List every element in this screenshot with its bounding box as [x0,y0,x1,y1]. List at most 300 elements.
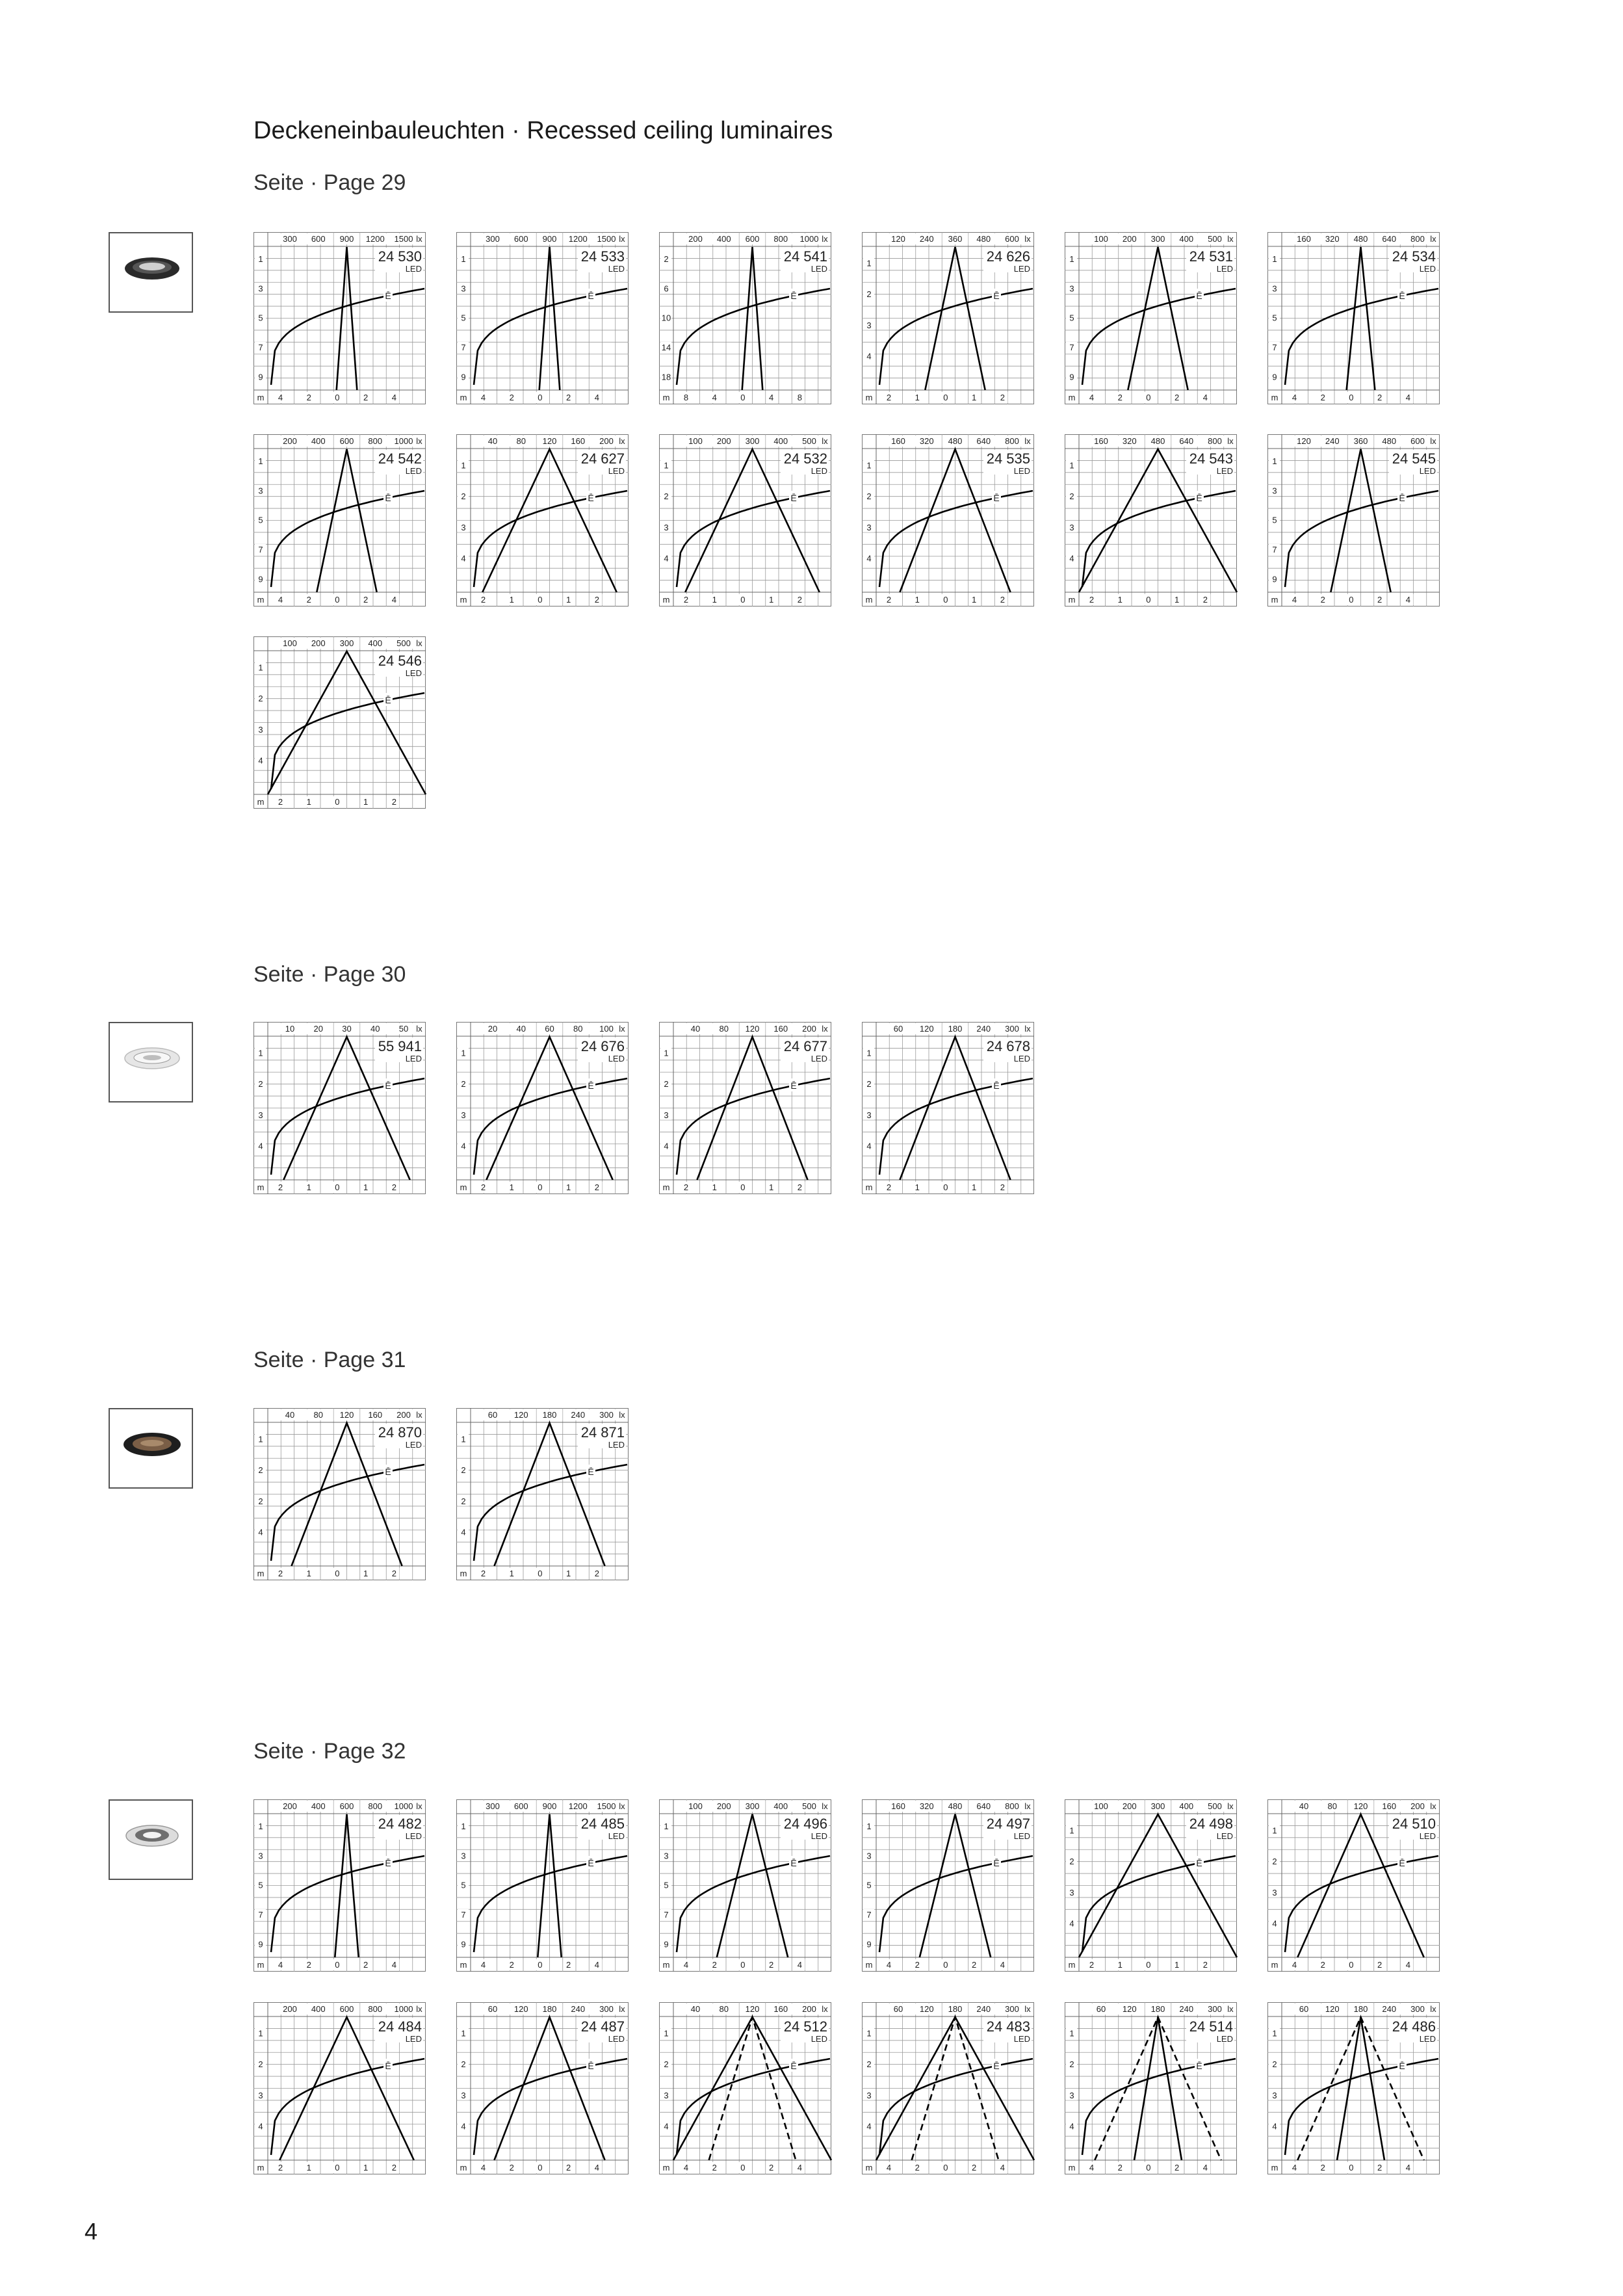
light-distribution-diagram [1065,232,1237,404]
product-number: 24 546 [378,653,422,669]
lux-tick-label: 160 [773,1024,788,1034]
lux-tick-label: 80 [1327,1801,1337,1811]
lux-tick-label: 40 [370,1024,380,1034]
lux-tick-label: 400 [1179,234,1194,244]
lux-tick-label: 180 [542,1410,557,1420]
width-tick-label: 4 [278,393,283,402]
light-distribution-chart [659,232,831,404]
width-tick-label: 4 [1405,595,1411,605]
width-tick-label: 0 [943,1182,948,1192]
width-tick-label: 2 [886,393,892,402]
lamp-type: LED [811,1054,827,1063]
distance-tick-label: 9 [1069,372,1074,382]
page-number: 4 [84,2218,98,2245]
lux-tick-label: 300 [1005,2004,1019,2014]
distance-tick-label: 3 [1069,2090,1074,2100]
lux-tick-label: 180 [948,2004,963,2014]
illuminance-label: Ē [993,291,1000,301]
meter-unit-label: m [460,1182,467,1192]
light-distribution-chart [862,434,1034,607]
distance-tick-label: 2 [866,289,872,300]
lux-tick-label: 200 [716,436,731,446]
distance-tick-label: 7 [258,545,263,555]
lamp-type: LED [1216,2034,1233,2044]
width-tick-label: 4 [1405,2163,1411,2172]
lux-tick-label: 800 [1005,436,1019,446]
lux-tick-label: 200 [283,436,297,446]
width-tick-label: 4 [683,2163,689,2172]
width-tick-label: 4 [769,393,774,402]
light-distribution-diagram [253,2002,426,2174]
lux-tick-label: 1000 [799,234,819,244]
lux-tick-label: 600 [1410,436,1425,446]
light-distribution-chart [456,1408,629,1580]
width-tick-label: 2 [1175,2163,1180,2172]
width-tick-label: 4 [594,2163,600,2172]
width-tick-label: 4 [1292,595,1297,605]
width-tick-label: 0 [943,1960,948,1970]
lux-tick-label: 300 [283,234,297,244]
width-tick-label: 2 [972,1960,977,1970]
lux-tick-label: 600 [1005,234,1019,244]
width-tick-label: 2 [1089,1960,1095,1970]
product-number: 24 530 [378,248,422,265]
lamp-type: LED [405,1054,422,1063]
meter-unit-label: m [865,1182,873,1192]
lux-tick-label: 60 [1096,2004,1106,2014]
width-tick-label: 2 [797,595,803,605]
width-tick-label: 2 [391,1569,397,1578]
width-tick-label: 2 [797,1182,803,1192]
lamp-type: LED [608,466,625,476]
width-tick-label: 2 [509,1960,514,1970]
distance-tick-label: 2 [664,491,669,502]
product-number: 24 487 [580,2018,625,2035]
distance-tick-label: 9 [1272,574,1277,584]
distance-tick-label: 5 [461,1880,466,1890]
width-tick-label: 2 [1320,393,1325,402]
lux-tick-label: 120 [1122,2004,1137,2014]
lux-unit-label: lx [619,436,625,446]
distance-tick-label: 7 [258,343,263,353]
illuminance-label: Ē [385,493,391,503]
width-tick-label: 1 [306,797,311,807]
distance-tick-label: 2 [664,2059,669,2070]
lux-tick-label: 180 [948,1024,963,1034]
lux-tick-label: 120 [745,1024,760,1034]
width-tick-label: 2 [363,393,369,402]
meter-unit-label: m [257,1960,265,1970]
width-tick-label: 2 [1377,2163,1383,2172]
width-tick-label: 8 [683,393,689,402]
lux-tick-label: 240 [976,1024,991,1034]
width-tick-label: 2 [594,1569,600,1578]
light-distribution-diagram [253,1408,426,1580]
distance-tick-label: 1 [258,1434,263,1444]
width-tick-label: 0 [943,595,948,605]
lux-tick-label: 500 [802,436,816,446]
lux-tick-label: 180 [1353,2004,1368,2014]
width-tick-label: 1 [566,595,571,605]
distance-tick-label: 2 [1069,491,1074,502]
width-tick-label: 1 [306,2163,311,2172]
illuminance-label: Ē [1399,2061,1405,2071]
lux-unit-label: lx [416,638,422,648]
meter-unit-label: m [460,393,467,402]
lux-tick-label: 1500 [597,1801,616,1811]
width-tick-label: 4 [886,1960,892,1970]
distance-tick-label: 10 [661,313,671,323]
lux-unit-label: lx [1024,234,1031,244]
lamp-type: LED [1013,466,1030,476]
distance-tick-label: 7 [866,1910,872,1920]
distance-tick-label: 18 [661,372,671,382]
recessed-downlight-bronze-thumbnail [109,1408,193,1489]
distance-tick-label: 7 [1272,343,1277,353]
distance-tick-label: 4 [258,2121,263,2132]
meter-unit-label: m [865,595,873,605]
distance-tick-label: 2 [1272,2059,1277,2070]
illuminance-label: Ē [1196,1858,1202,1868]
width-tick-label: 2 [278,797,283,807]
lux-tick-label: 80 [719,2004,729,2014]
product-number: 24 677 [783,1038,827,1054]
lux-unit-label: lx [619,234,625,244]
meter-unit-label: m [1068,2163,1076,2172]
distance-tick-label: 1 [258,1821,263,1832]
illuminance-label: Ē [385,695,391,705]
lux-tick-label: 180 [1150,2004,1165,2014]
lux-tick-label: 120 [513,2004,528,2014]
width-tick-label: 4 [1089,393,1095,402]
lux-tick-label: 240 [571,2004,586,2014]
width-tick-label: 1 [769,1182,774,1192]
meter-unit-label: m [257,2163,265,2172]
distance-tick-label: 4 [461,1527,466,1537]
illuminance-label: Ē [790,493,797,503]
distance-tick-label: 2 [258,1465,263,1476]
lamp-type: LED [811,264,827,274]
distance-tick-label: 1 [1069,1825,1074,1836]
product-number: 24 482 [378,1816,422,1832]
distance-tick-label: 2 [1272,1857,1277,1867]
width-tick-label: 4 [391,1960,397,1970]
distance-tick-label: 1 [866,2028,872,2039]
distance-tick-label: 1 [1069,2028,1074,2039]
lux-tick-label: 1500 [597,234,616,244]
illuminance-label: Ē [993,493,1000,503]
illuminance-label: Ē [1399,291,1405,301]
distance-tick-label: 3 [1272,486,1277,496]
distance-tick-label: 1 [664,1048,669,1058]
lux-tick-label: 800 [368,436,383,446]
width-tick-label: 2 [886,1182,892,1192]
lux-unit-label: lx [1227,1801,1234,1811]
lamp-type: LED [405,264,422,274]
width-tick-label: 4 [1405,1960,1411,1970]
width-tick-label: 2 [712,1960,717,1970]
distance-tick-label: 5 [461,313,466,323]
illuminance-label: Ē [588,291,594,301]
width-tick-label: 4 [278,1960,283,1970]
lux-tick-label: 300 [1208,2004,1222,2014]
lux-unit-label: lx [1430,1801,1436,1811]
lux-unit-label: lx [822,234,828,244]
light-distribution-chart [456,2002,629,2174]
width-tick-label: 1 [363,2163,369,2172]
light-distribution-diagram [1267,1799,1440,1972]
distance-tick-label: 7 [461,1910,466,1920]
meter-unit-label: m [1271,393,1279,402]
lux-tick-label: 50 [398,1024,409,1034]
meter-unit-label: m [257,595,265,605]
lux-tick-label: 160 [368,1410,383,1420]
width-tick-label: 2 [683,1182,689,1192]
distance-tick-label: 4 [1272,2121,1277,2132]
lux-tick-label: 400 [1179,1801,1194,1811]
lux-unit-label: lx [1227,2004,1234,2014]
product-number: 24 484 [378,2018,422,2035]
light-distribution-chart [862,232,1034,404]
width-tick-label: 2 [480,1182,486,1192]
distance-tick-label: 7 [258,1910,263,1920]
light-distribution-chart [253,1799,426,1972]
light-distribution-chart [253,2002,426,2174]
lux-unit-label: lx [416,1024,422,1034]
lux-tick-label: 120 [1297,436,1311,446]
distance-tick-label: 2 [258,1079,263,1089]
width-tick-label: 2 [1117,2163,1123,2172]
lux-tick-label: 100 [599,1024,614,1034]
light-distribution-diagram [659,1022,831,1194]
width-tick-label: 2 [769,2163,774,2172]
illuminance-label: Ē [1196,493,1202,503]
width-tick-label: 2 [1377,1960,1383,1970]
distance-tick-label: 3 [461,522,466,532]
product-number: 24 498 [1189,1816,1233,1832]
product-number: 24 514 [1189,2018,1233,2035]
lamp-type: LED [405,2034,422,2044]
distance-tick-label: 1 [461,254,466,265]
width-tick-label: 4 [797,2163,803,2172]
lux-tick-label: 320 [1122,436,1137,446]
width-tick-label: 2 [972,2163,977,2172]
illuminance-label: Ē [1399,1858,1405,1868]
width-tick-label: 4 [594,1960,600,1970]
light-distribution-diagram [253,232,426,404]
distance-tick-label: 5 [1069,313,1074,323]
lux-tick-label: 400 [311,2004,326,2014]
lux-tick-label: 1000 [394,1801,413,1811]
width-tick-label: 0 [538,1182,543,1192]
lux-unit-label: lx [619,1801,625,1811]
illuminance-label: Ē [385,2061,391,2071]
light-distribution-chart [862,2002,1034,2174]
distance-tick-label: 4 [866,2121,872,2132]
width-tick-label: 1 [972,1182,977,1192]
width-tick-label: 1 [509,595,514,605]
lux-tick-label: 160 [773,2004,788,2014]
illuminance-label: Ē [588,2061,594,2071]
lamp-type: LED [608,2034,625,2044]
distance-tick-label: 4 [1069,2121,1074,2132]
width-tick-label: 2 [1089,595,1095,605]
width-tick-label: 0 [1349,393,1354,402]
lux-tick-label: 40 [690,1024,701,1034]
lux-tick-label: 300 [1150,234,1165,244]
light-distribution-diagram [253,1022,426,1194]
meter-unit-label: m [460,595,467,605]
lux-tick-label: 240 [976,2004,991,2014]
distance-tick-label: 3 [258,486,263,496]
illuminance-label: Ē [588,493,594,503]
width-tick-label: 1 [972,393,977,402]
lamp-type: LED [811,466,827,476]
width-tick-label: 2 [566,393,571,402]
light-distribution-diagram [862,1799,1034,1972]
light-distribution-chart [659,434,831,607]
lux-tick-label: 300 [486,1801,500,1811]
width-tick-label: 2 [363,595,369,605]
width-tick-label: 2 [1377,393,1383,402]
distance-tick-label: 2 [461,491,466,502]
lux-tick-label: 100 [1094,234,1108,244]
width-tick-label: 0 [538,2163,543,2172]
product-number: 24 542 [378,450,422,467]
lux-tick-label: 600 [311,234,326,244]
width-tick-label: 1 [1175,1960,1180,1970]
meter-unit-label: m [662,1182,670,1192]
width-tick-label: 4 [480,1960,486,1970]
distance-tick-label: 1 [866,1048,872,1058]
width-tick-label: 0 [335,1960,340,1970]
lux-tick-label: 1000 [394,2004,413,2014]
lamp-type: LED [1419,264,1436,274]
lux-tick-label: 1500 [394,234,413,244]
width-tick-label: 0 [1146,595,1151,605]
light-distribution-diagram [1065,1799,1237,1972]
width-tick-label: 2 [391,1182,397,1192]
distance-tick-label: 3 [866,2090,872,2100]
light-distribution-chart [1267,232,1440,404]
light-distribution-chart [253,636,426,809]
lux-unit-label: lx [416,234,422,244]
illuminance-label: Ē [385,1080,391,1091]
distance-tick-label: 3 [664,522,669,532]
distance-tick-label: 5 [664,1880,669,1890]
width-tick-label: 1 [363,797,369,807]
lux-tick-label: 800 [1410,234,1425,244]
distance-tick-label: 1 [258,254,263,265]
lux-unit-label: lx [619,2004,625,2014]
light-distribution-diagram [659,232,831,404]
lux-tick-label: 240 [571,1410,586,1420]
product-number: 24 533 [580,248,625,265]
meter-unit-label: m [460,1960,467,1970]
distance-tick-label: 3 [664,1851,669,1861]
lux-tick-label: 120 [513,1410,528,1420]
light-distribution-diagram [862,1022,1034,1194]
distance-tick-label: 1 [1272,1825,1277,1836]
distance-tick-label: 3 [866,522,872,532]
lux-tick-label: 400 [716,234,731,244]
distance-tick-label: 2 [461,2059,466,2070]
light-distribution-diagram [456,232,629,404]
meter-unit-label: m [257,1569,265,1578]
illuminance-label: Ē [993,2061,1000,2071]
light-distribution-diagram [456,1022,629,1194]
lux-tick-label: 320 [919,1801,934,1811]
product-number: 24 483 [986,2018,1030,2035]
lux-tick-label: 1200 [568,234,588,244]
distance-tick-label: 3 [461,1110,466,1120]
lux-tick-label: 400 [311,1801,326,1811]
light-distribution-diagram [1267,434,1440,607]
distance-tick-label: 9 [258,1939,263,1950]
light-distribution-chart [1267,1799,1440,1972]
distance-tick-label: 1 [866,460,872,471]
distance-tick-label: 1 [1069,460,1074,471]
lux-tick-label: 900 [542,1801,557,1811]
distance-tick-label: 2 [866,1079,872,1089]
width-tick-label: 8 [797,393,803,402]
distance-tick-label: 4 [866,1141,872,1151]
lux-tick-label: 300 [486,234,500,244]
distance-tick-label: 1 [664,1821,669,1832]
lux-tick-label: 640 [976,436,991,446]
width-tick-label: 4 [391,393,397,402]
distance-tick-label: 1 [461,1821,466,1832]
lux-unit-label: lx [416,436,422,446]
distance-tick-label: 3 [461,2090,466,2100]
width-tick-label: 2 [1000,595,1006,605]
distance-tick-label: 4 [461,2121,466,2132]
light-distribution-chart [253,434,426,607]
width-tick-label: 4 [683,1960,689,1970]
width-tick-label: 1 [306,1182,311,1192]
width-tick-label: 2 [306,595,311,605]
meter-unit-label: m [1068,393,1076,402]
distance-tick-label: 3 [1069,1887,1074,1898]
lux-tick-label: 160 [1094,436,1108,446]
lux-tick-label: 1200 [568,1801,588,1811]
lux-tick-label: 480 [976,234,991,244]
distance-tick-label: 5 [1272,515,1277,525]
lux-tick-label: 200 [396,1410,411,1420]
lux-tick-label: 240 [1325,436,1340,446]
distance-tick-label: 4 [866,351,872,361]
light-distribution-diagram [1065,2002,1237,2174]
light-distribution-diagram [659,1799,831,1972]
distance-tick-label: 1 [664,460,669,471]
distance-tick-label: 4 [258,1141,263,1151]
distance-tick-label: 9 [866,1939,872,1950]
section-label: Seite · Page 30 [253,962,406,987]
light-distribution-chart [1065,434,1237,607]
lamp-type: LED [405,1440,422,1450]
lux-tick-label: 60 [545,1024,554,1034]
light-distribution-diagram [253,1799,426,1972]
width-tick-label: 4 [797,1960,803,1970]
lux-tick-label: 900 [339,234,354,244]
illuminance-label: Ē [790,291,797,301]
width-tick-label: 2 [391,2163,397,2172]
width-tick-label: 0 [335,595,340,605]
lux-tick-label: 120 [745,2004,760,2014]
width-tick-label: 2 [1320,1960,1325,1970]
lux-tick-label: 60 [893,2004,903,2014]
width-tick-label: 2 [363,1960,369,1970]
